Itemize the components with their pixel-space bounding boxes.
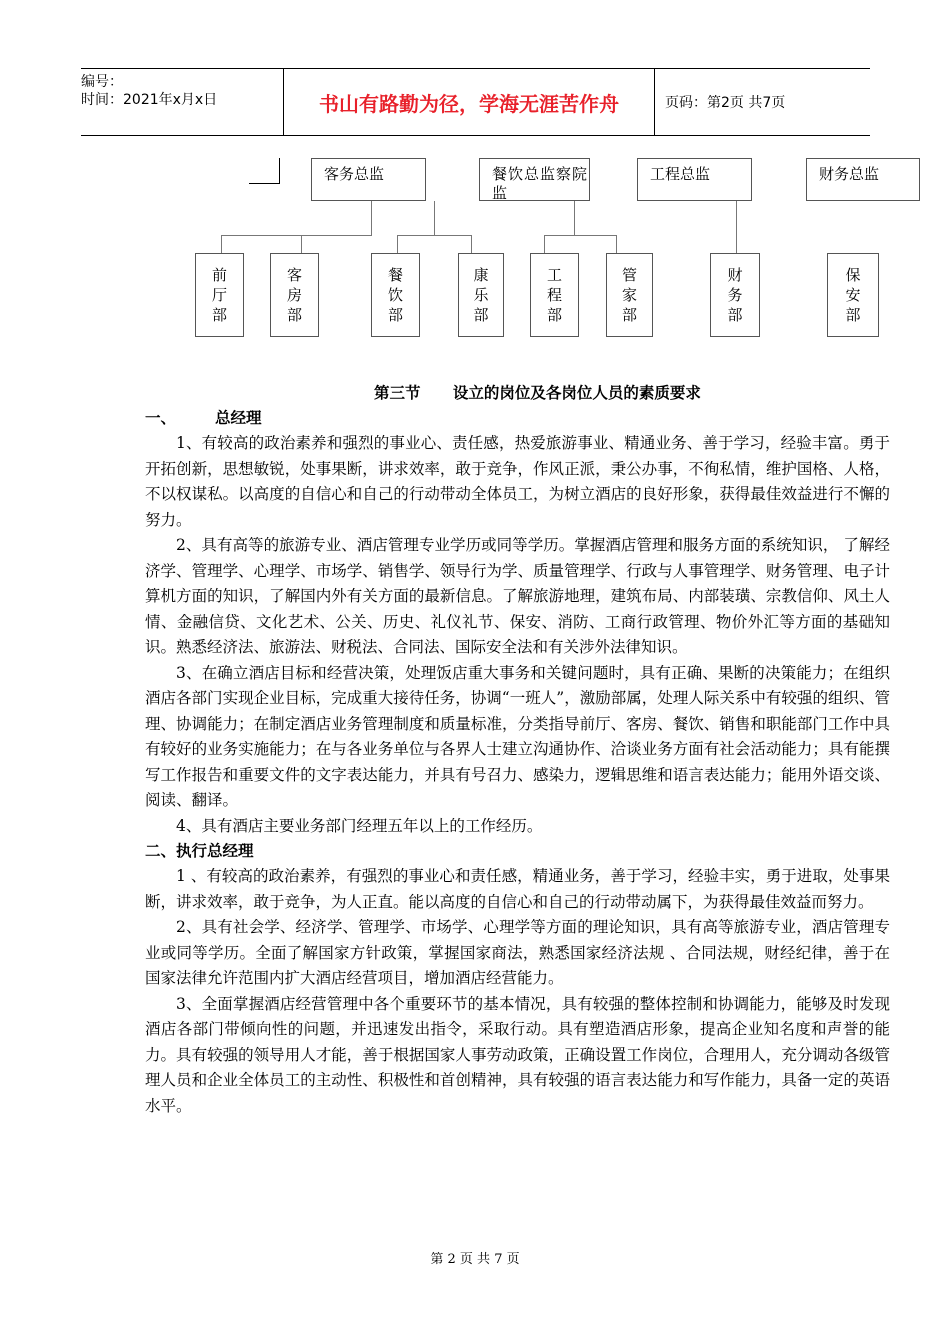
- connector-line: [397, 235, 472, 236]
- heading-executive-gm: 二、执行总经理: [145, 842, 254, 860]
- org-box-guest-director: 客务总监: [311, 158, 426, 201]
- paragraph: 2、具有社会学、经济学、管理学、市场学、心理学等方面的理论知识，具有高等旅游专业，酒店管理专业或同等学历。全面了解国家方针政策，掌握国家商法，熟悉国家经济法规 、合同法规，财经纪律，善于在国家法律允许范围内扩大酒店经营项目，增加酒店经营能力。: [145, 918, 890, 987]
- heading-text: 总经理: [215, 409, 262, 427]
- paragraph: 2、具有高等的旅游专业、酒店管理专业学历或同等学历。掌握酒店管理和服务方面的系统知识， 了解经济学、管理学、心理学、市场学、销售学、领导行为学、质量管理学、行政与人事管理学、财务管理、电子计算机方面的知识，了解国内外有关方面的最新信息。了解旅游地理，建筑布局、内部装璜、宗教信仰、风土人情、金融信贷、文化艺术、公关、历史、礼仪礼节、保安、消防、工商行政管理、物价外汇等方面的基础知识。熟悉经济法、旅游法、财税法、合同法、国际安全法和有关涉外法律知识。: [145, 536, 890, 656]
- org-chart: [0, 0, 950, 380]
- connector-line: [574, 201, 575, 235]
- connector-line: [221, 235, 372, 236]
- org-box-food-director: 餐饮总监察院监: [479, 158, 590, 201]
- heading-number: 一、: [145, 409, 177, 427]
- dept-box: 管家部: [606, 253, 653, 337]
- connector-line: [279, 158, 280, 184]
- dept-box: 康乐部: [458, 253, 504, 337]
- dept-box: 工程部: [530, 253, 579, 337]
- dept-box: 前厅部: [195, 253, 244, 337]
- dept-box: 餐饮部: [371, 253, 420, 337]
- page-footer: 第 2 页 共 7 页: [430, 1252, 520, 1267]
- connector-line: [301, 235, 302, 253]
- paragraph: 3、全面掌握酒店经营管理中各个重要环节的基本情况，具有较强的整体控制和协调能力，能够及时发现酒店各部门带倾向性的问题，并迅速发出指令，采取行动。具有塑造酒店形象，提高企业知名度和声誉的能力。具有较强的领导用人才能，善于根据国家人事劳动政策，正确设置工作岗位，合理用人，充分调动各级管理人员和企业全体员工的主动性、积极性和首创精神，具有较强的语言表达能力和写作能力，具备一定的英语水平。: [145, 994, 890, 1115]
- connector-line: [544, 235, 617, 236]
- motto: 书山有路勤为径，学海无涯苦作舟: [283, 69, 655, 135]
- org-box-engineering-director: 工程总监: [637, 158, 752, 201]
- connector-line: [371, 201, 372, 235]
- paragraph: 3、在确立酒店目标和经营决策，处理饭店重大事务和关键问题时，具有正确、果断的决策能力；在组织酒店各部门实现企业目标，完成重大接待任务，协调“一班人”，激励部属，处理人际关系中有较强的组织、管理、协调能力；在制定酒店业务管理制度和质量标准，分类指导前厅、客房、餐饮、销售和职能部门工作中具有较好的业务实施能力；在与各业务单位与各界人士建立沟通协作、洽谈业务方面有社会活动能力；具有能撰写工作报告和重要文件的文字表达能力，并具有号召力、感染力，逻辑思维和语言表达能力；能用外语交谈、阅读、翻译。: [145, 663, 890, 809]
- paragraph: 4、具有酒店主要业务部门经理五年以上的工作经历。: [176, 816, 543, 835]
- page-info: 页码：第2页 共7页: [665, 95, 786, 111]
- connector-line: [736, 201, 737, 253]
- org-box-finance-director: 财务总监: [806, 158, 920, 201]
- date-label: 时间：2021年x月x日: [81, 92, 218, 108]
- paragraph: 1 、有较高的政治素养，有强烈的事业心和责任感，精通业务，善于学习，经验丰实，勇于进取，处事果断，讲求效率，敢于竞争，为人正直。能以高度的自信心和自己的行动带动属下，为获得最佳效益而努力。: [145, 867, 890, 911]
- dept-box: 财务部: [710, 253, 760, 337]
- connector-line: [616, 235, 617, 253]
- dept-box: 保安部: [827, 253, 879, 337]
- connector-line: [434, 201, 435, 235]
- serial-label: 编号：: [81, 74, 123, 90]
- document-body: [145, 380, 890, 1119]
- section-title: 第三节 设立的岗位及各岗位人员的素质要求: [374, 384, 701, 402]
- heading-general-manager: [145, 406, 890, 431]
- connector-line: [249, 183, 279, 184]
- paragraph: 1、有较高的政治素养和强烈的事业心、责任感，热爱旅游事业、精通业务、善于学习，经验丰富。勇于开拓创新，思想敏锐，处事果断，讲求效率，敢于竞争，作风正派，秉公办事，不徇私情，维护国格、人格，不以权谋私。以高度的自信心和自己的行动带动全体员工，为树立酒店的良好形象，获得最佳效益进行不懈的努力。: [145, 434, 890, 529]
- connector-line: [471, 235, 472, 253]
- connector-line: [544, 235, 545, 253]
- connector-line: [221, 235, 222, 253]
- dept-box: 客房部: [270, 253, 319, 337]
- connector-line: [397, 235, 398, 253]
